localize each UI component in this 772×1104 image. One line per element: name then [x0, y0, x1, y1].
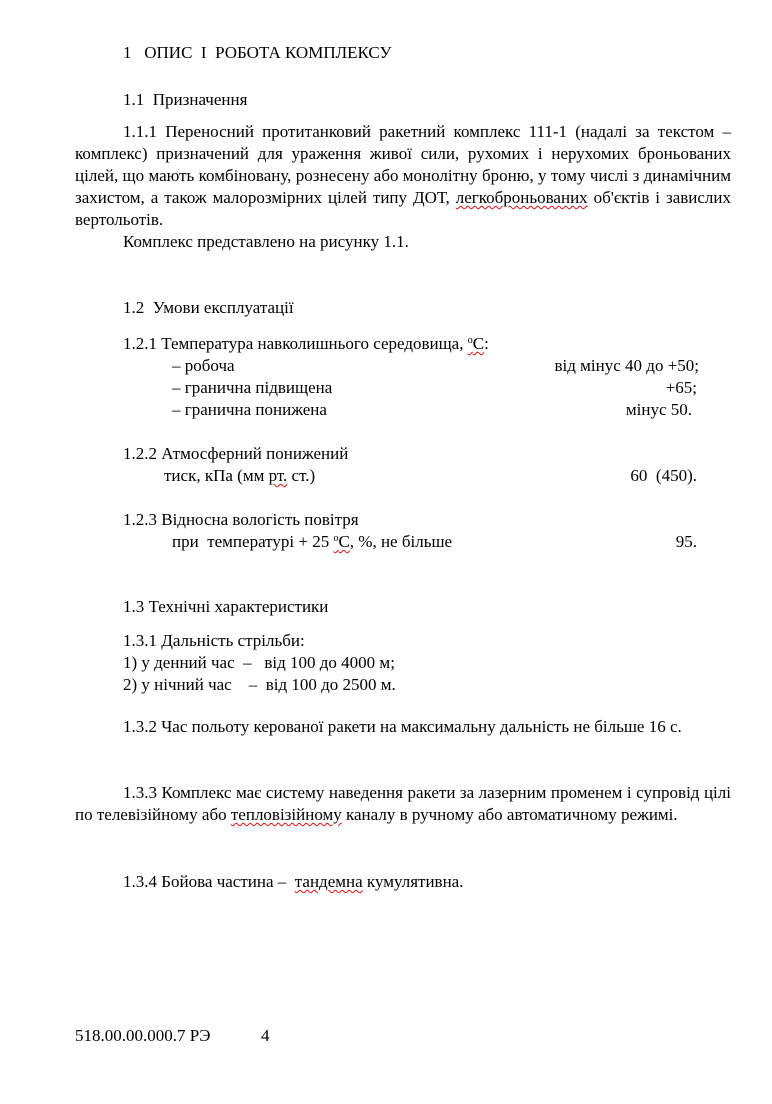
paragraph-figure-ref: Комплекс представлено на рисунку 1.1. [123, 232, 409, 251]
paragraph-1-1-1-text: 1.1.1 Переносний протитанковий ракетний комплекс 111-1 (надалі за текстом – комплекс) призначений для ураження живої сили, рухомих і нерухомих броньованих цілей, що мають комбіновану, рознесену або монолітну броню, у тому числі з динамічним захистом, а також малорозмірних цілей типу ДОТ, [75, 122, 731, 207]
humidity-label-a: при температурі + 25 [172, 532, 334, 551]
footer-doc-code: 518.00.00.000.7 РЭ [75, 1026, 211, 1045]
pressure-squig: рт. [268, 466, 288, 485]
paragraph-1-3-3 [75, 782, 731, 826]
spelling-flag-word: легкоброньованих [455, 188, 588, 207]
celsius-letter: С [472, 334, 485, 353]
warhead-label: 1.3.4 Бойова частина – [123, 872, 295, 891]
humidity-degree-sup: о [333, 533, 339, 544]
temp-row-value-0: від мінус 40 до +50; [554, 356, 699, 375]
subsection-title-1-3: 1.3 Технічні характеристики [123, 597, 329, 616]
spelling-flag-tandem: тандемна [294, 872, 363, 891]
temp-row-label-2: – гранична понижена [172, 400, 327, 419]
humidity-value: 95. [675, 532, 697, 551]
paragraph-1-3-3-text: 1.3.3 Комплекс має систему наведення ракети за лазерним променем і супровід цілі по телевізійному або [75, 783, 731, 824]
humidity-unit [333, 532, 349, 551]
paragraph-1-3-4 [123, 871, 463, 893]
humidity-line-1: 1.2.3 Відносна вологість повітря [123, 510, 359, 529]
humidity-line-2 [172, 531, 452, 553]
pressure-value: 60 (450). [630, 466, 697, 485]
range-heading: 1.3.1 Дальність стрільби: [123, 631, 305, 650]
temp-row-value-2: мінус 50. [625, 400, 692, 419]
subsection-title-1-2: 1.2 Умови експлуатації [123, 298, 294, 317]
temp-row-label-1: – гранична підвищена [172, 378, 333, 397]
temp-row-value-1: +65; [665, 378, 697, 397]
paragraph-1-3-3-tail: каналу в ручному або автоматичному режимі. [341, 805, 678, 824]
paragraph-1-3-2: 1.3.2 Час польоту керованої ракети на максимальну дальність не більше 16 с. [123, 717, 682, 736]
paragraph-1-1-1-tail: об'єктів і завислих вертольотів. [75, 188, 731, 229]
humidity-celsius: С [338, 532, 350, 551]
pressure-line-1: 1.2.2 Атмосферний понижений [123, 444, 349, 463]
section-title-1: 1 ОПИС І РОБОТА КОМПЛЕКСУ [123, 43, 392, 62]
pressure-label-b: ст.) [287, 466, 316, 485]
range-day: 1) у денний час – від 100 до 4000 м; [123, 653, 395, 672]
subsection-title-1-1: 1.1 Призначення [123, 90, 248, 109]
temperature-heading: 1.2.1 Температура навколишнього середовища, $^о$С: [123, 334, 489, 353]
range-night: 2) у нічний час – від 100 до 2500 м. [123, 675, 396, 694]
degree-sup: о [467, 335, 473, 346]
pressure-label-a: тиск, кПа (мм [164, 466, 269, 485]
spelling-flag-thermal: тепловізійному [230, 805, 342, 824]
paragraph-1-1-1 [75, 121, 731, 231]
warhead-tail: кумулятивна. [362, 872, 464, 891]
humidity-label-b: , %, не більше [349, 532, 453, 551]
pressure-line-2 [164, 465, 315, 487]
temperature-unit [468, 334, 484, 353]
temp-row-label-0: – робоча [172, 356, 235, 375]
footer-page-number: 4 [261, 1026, 270, 1045]
temperature-heading-text: 1.2.1 Температура навколишнього середовища, [123, 334, 468, 353]
